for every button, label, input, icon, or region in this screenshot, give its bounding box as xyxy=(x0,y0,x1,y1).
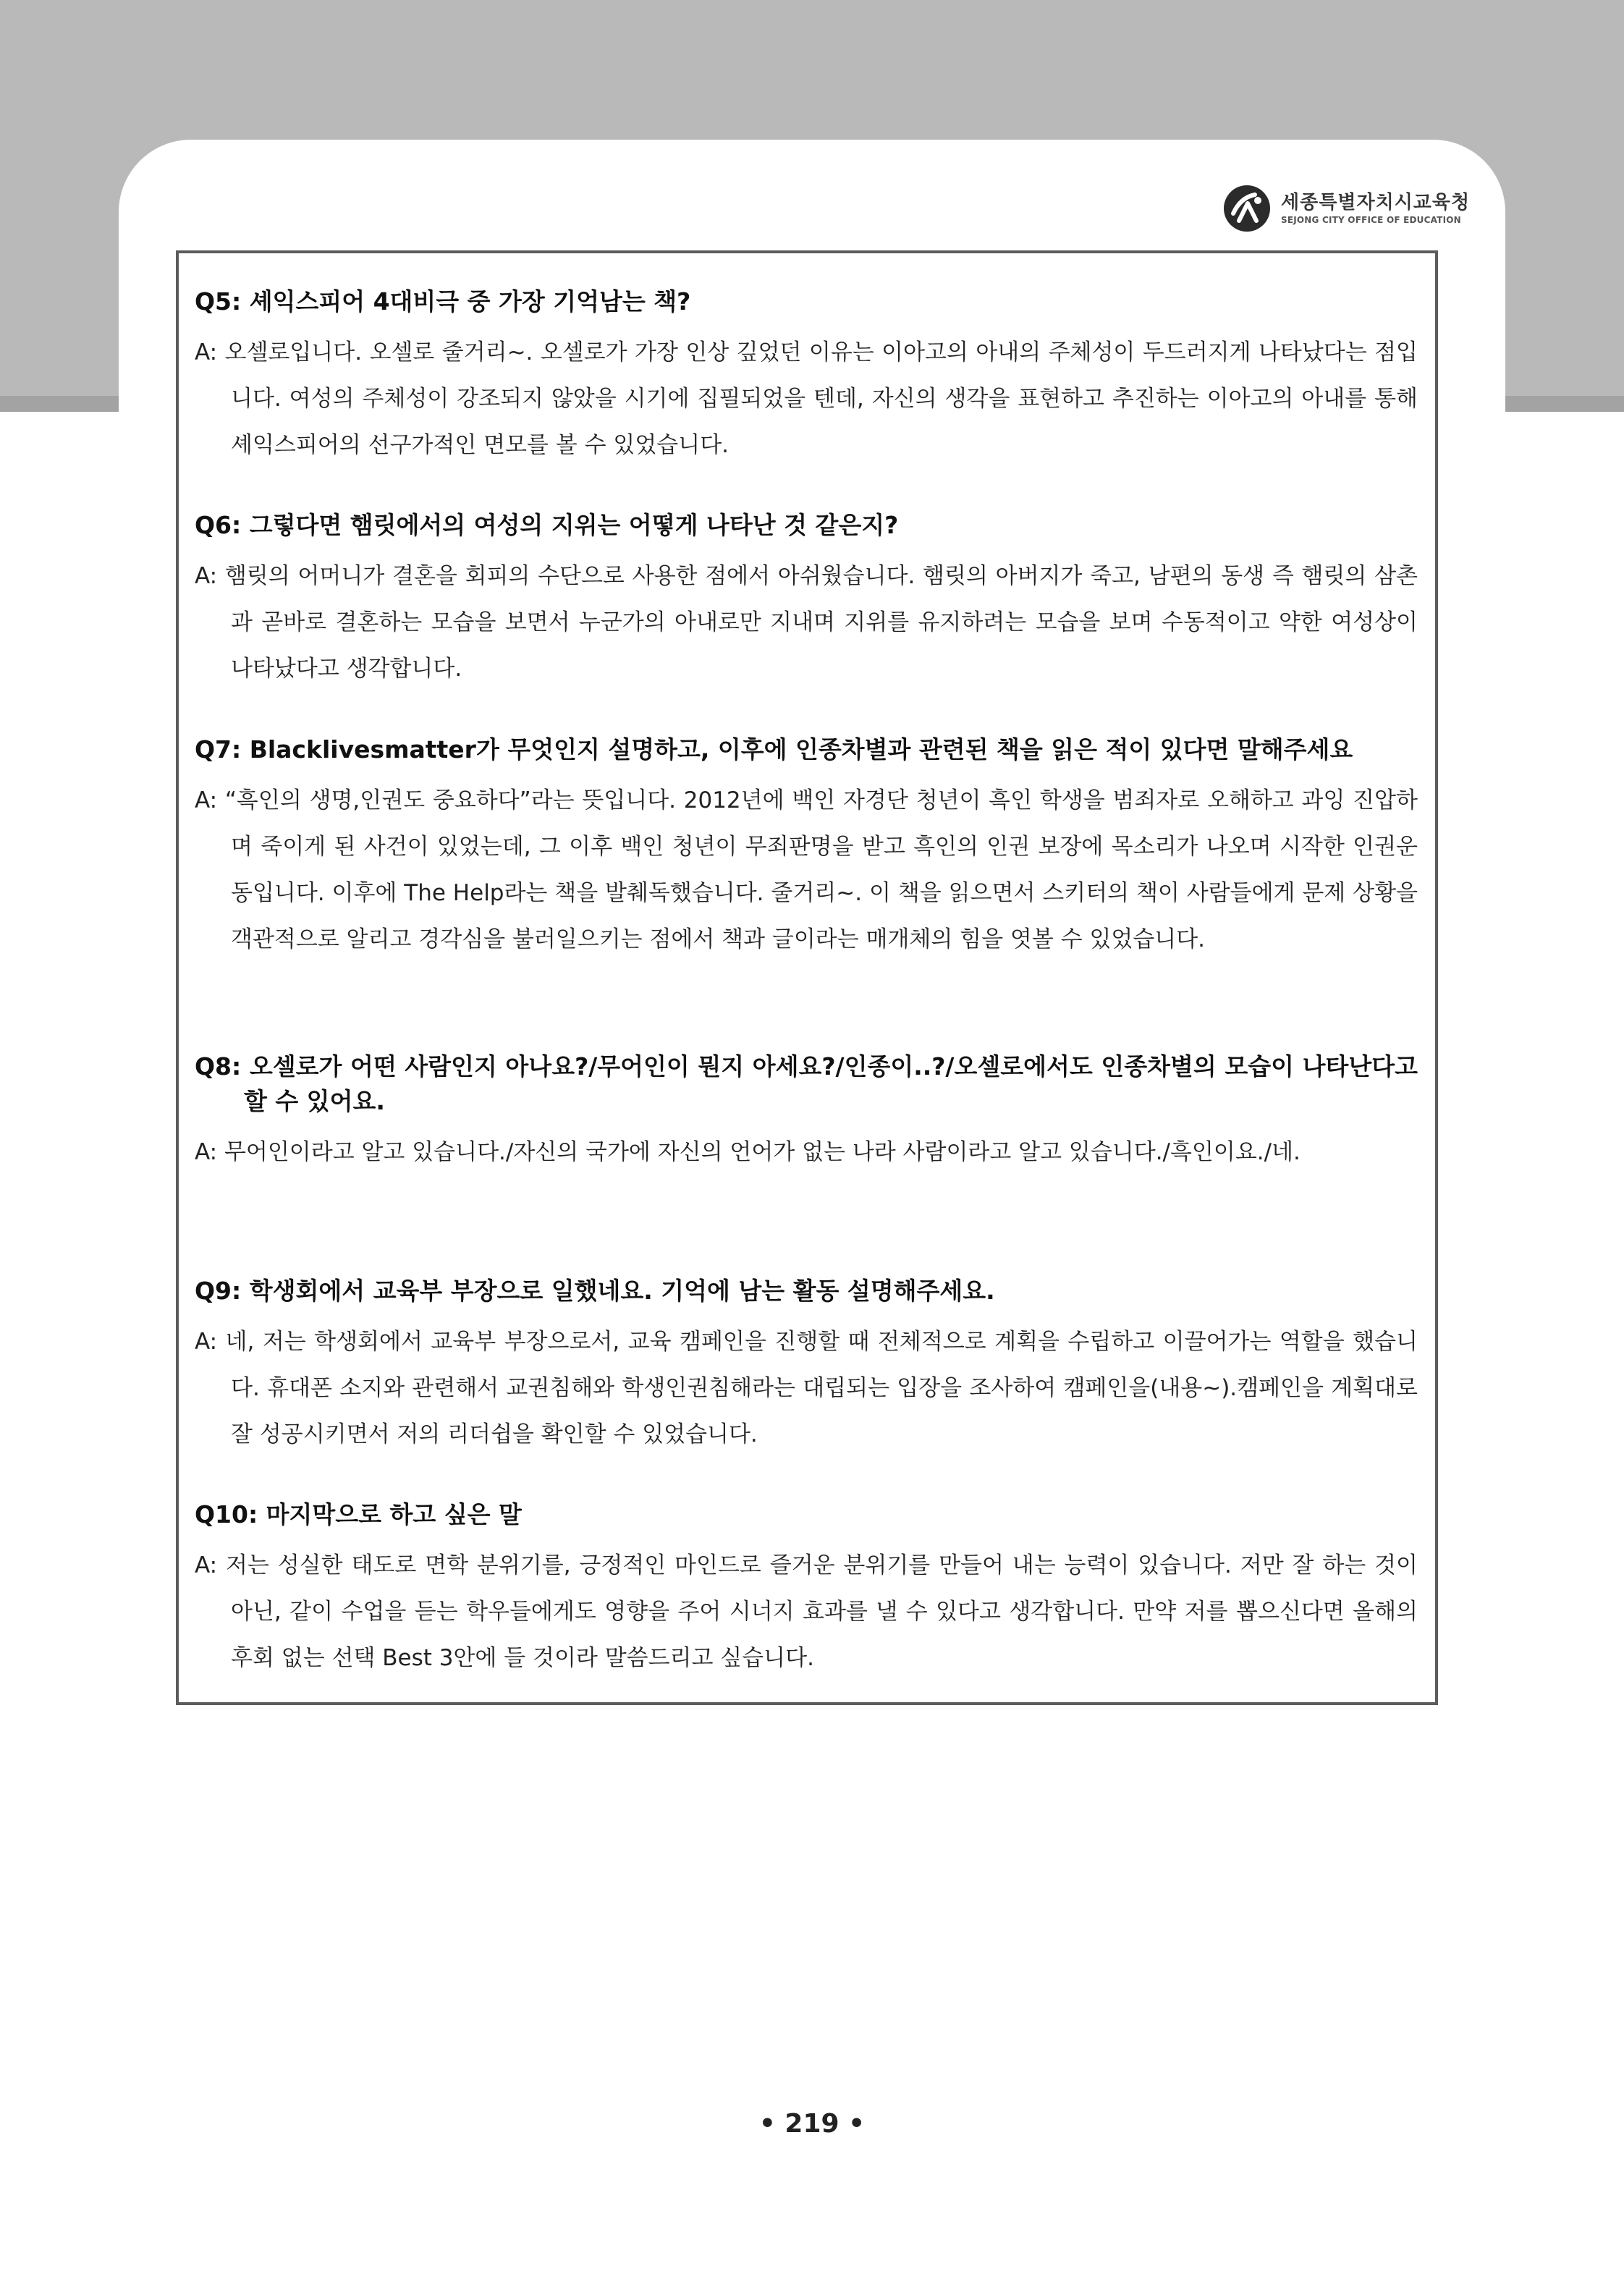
question: Q8: 오셀로가 어떤 사람인지 아나요?/무어인이 뭔지 아세요?/인종이..?/오셀로에서도 인종차별의 모습이 나타난다고 할 수 있어요. xyxy=(195,1052,1418,1115)
qa-item-q9 xyxy=(195,1274,1418,1458)
question: Q5: 셰익스피어 4대비극 중 가장 기억남는 책? xyxy=(195,287,691,316)
qa-item-q10 xyxy=(195,1497,1418,1681)
answer: A: “흑인의 생명,인권도 중요하다”라는 뜻입니다. 2012년에 백인 자경단 청년이 흑인 학생을 범죄자로 오해하고 과잉 진압하며 죽이게 된 사건이 있었는데, 그 이후 백인 청년이 무죄판명을 받고 흑인의 인권 보장에 목소리가 나오며 시작한 인권운동입니다. 이후에 The Help라는 책을 발췌독했습니다. 줄거리~. 이 책을 읽으면서 스키터의 책이 사람들에게 문제 상황을 객관적으로 알리고 경각심을 불러일으키는 점에서 책과 글이라는 매개체의 힘을 엿볼 수 있었습니다. xyxy=(195,787,1418,952)
org-name-en: SEJONG CITY OFFICE OF EDUCATION xyxy=(1281,215,1461,225)
answer: A: 햄릿의 어머니가 결혼을 회피의 수단으로 사용한 점에서 아쉬웠습니다. 햄릿의 아버지가 죽고, 남편의 동생 즉 햄릿의 삼촌과 곧바로 결혼하는 모습을 보면서 누군가의 아내로만 지내며 지위를 유지하려는 모습을 보며 수동적이고 약한 여성상이 나타났다고 생각합니다. xyxy=(195,563,1418,682)
question: Q7: Blacklivesmatter가 무엇인지 설명하고, 이후에 인종차별과 관련된 책을 읽은 적이 있다면 말해주세요 xyxy=(195,735,1353,764)
qa-item-q6 xyxy=(195,508,1418,692)
answer: A: 오셀로입니다. 오셀로 줄거리~. 오셀로가 가장 인상 깊었던 이유는 이아고의 아내의 주체성이 두드러지게 나타났다는 점입니다. 여성의 주체성이 강조되지 않았을 시기에 집필되었을 텐데, 자신의 생각을 표현하고 추진하는 이아고의 아내를 통해 셰익스피어의 선구가적인 면모를 볼 수 있었습니다. xyxy=(195,339,1418,458)
qa-item-q8 xyxy=(195,1049,1418,1175)
right-stripe xyxy=(1505,396,1624,412)
header-logo xyxy=(1223,183,1470,234)
question: Q10: 마지막으로 하고 싶은 말 xyxy=(195,1500,522,1529)
qa-item-q7 xyxy=(195,732,1418,963)
question: Q9: 학생회에서 교육부 부장으로 일했네요. 기억에 남는 활동 설명해주세요. xyxy=(195,1277,995,1305)
sejong-education-logo-icon xyxy=(1223,185,1271,232)
interview-qa-box xyxy=(176,250,1438,1705)
answer: A: 무어인이라고 알고 있습니다./자신의 국가에 자신의 언어가 없는 나라 사람이라고 알고 있습니다./흑인이요./네. xyxy=(195,1139,1301,1165)
qa-item-q5 xyxy=(195,284,1418,468)
page-number: • 219 • xyxy=(758,2109,866,2139)
org-name-ko: 세종특별자치시교육청 xyxy=(1281,192,1471,213)
answer: A: 네, 저는 학생회에서 교육부 부장으로서, 교육 캠페인을 진행할 때 전체적으로 계획을 수립하고 이끌어가는 역할을 했습니다. 휴대폰 소지와 관련해서 교권침해와 학생인권침해라는 대립되는 입장을 조사하여 캠페인을(내용~).캠페인을 계획대로 잘 성공시키면서 저의 리더쉽을 확인할 수 있었습니다. xyxy=(195,1329,1418,1447)
question: Q6: 그렇다면 햄릿에서의 여성의 지위는 어떻게 나타난 것 같은지? xyxy=(195,511,899,539)
answer: A: 저는 성실한 태도로 면학 분위기를, 긍정적인 마인드로 즐거운 분위기를 만들어 내는 능력이 있습니다. 저만 잘 하는 것이 아닌, 같이 수업을 듣는 학우들에게도 영향을 주어 시너지 효과를 낼 수 있다고 생각합니다. 만약 저를 뽑으신다면 올해의 후회 없는 선택 Best 3안에 들 것이라 말씀드리고 싶습니다. xyxy=(195,1552,1418,1671)
left-stripe xyxy=(0,396,119,412)
